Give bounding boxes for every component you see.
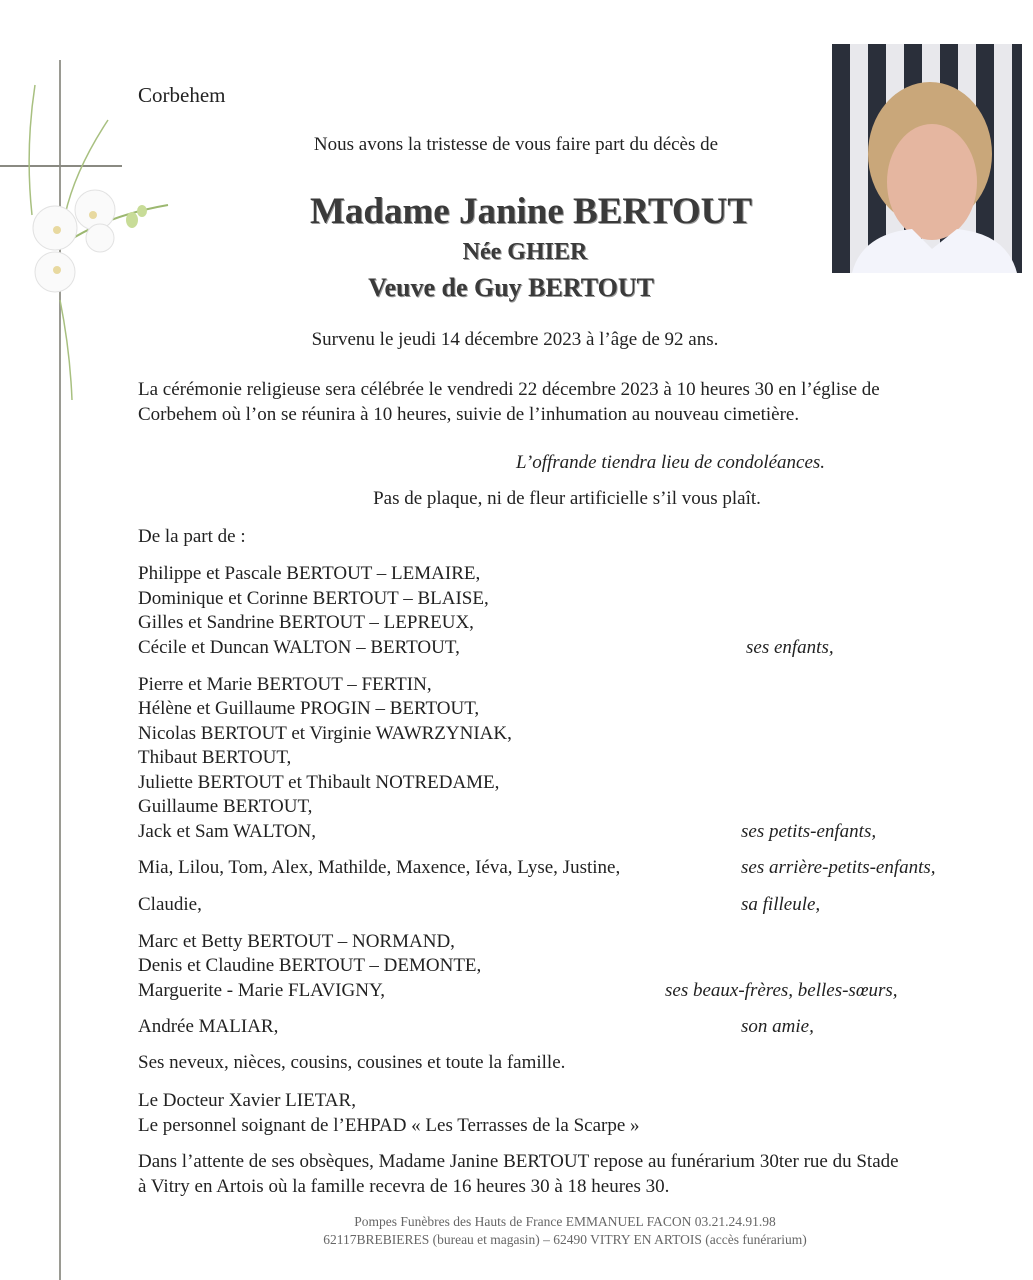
relation: ses arrière-petits-enfants, [741, 857, 936, 878]
relation: ses petits-enfants, [741, 821, 877, 842]
rest-line-1: Dans l’attente de ses obsèques, Madame Janine BERTOUT repose au funérarium 30ter rue du Stade [138, 1151, 899, 1172]
relation: sa filleule, [741, 894, 821, 915]
relation: son amie, [741, 1016, 814, 1037]
family-name: Hélène et Guillaume PROGIN – BERTOUT, [138, 698, 480, 719]
family-name: Jack et Sam WALTON, [138, 821, 317, 842]
no-plaque-note: Pas de plaque, ni de fleur artificielle s’il vous plaît. [373, 488, 761, 509]
family-name: Juliette BERTOUT et Thibault NOTREDAME, [138, 772, 500, 793]
family-name: Andrée MALIAR, [138, 1016, 279, 1037]
relation: ses beaux-frères, belles-sœurs, [665, 980, 898, 1001]
extended-family: Ses neveux, nièces, cousins, cousines et toute la famille. [138, 1052, 566, 1073]
intro-text: Nous avons la tristesse de vous faire part du décès de [313, 134, 719, 155]
family-name: Nicolas BERTOUT et Virginie WAWRZYNIAK, [138, 723, 512, 744]
family-name: Claudie, [138, 894, 202, 915]
widow-of: Veuve de Guy BERTOUT [368, 273, 654, 302]
family-name: Philippe et Pascale BERTOUT – LEMAIRE, [138, 563, 481, 584]
family-name: Guillaume BERTOUT, [138, 796, 313, 817]
family-name: Pierre et Marie BERTOUT – FERTIN, [138, 674, 432, 695]
care-line-2: Le personnel soignant de l’EHPAD « Les Terrasses de la Scarpe » [138, 1115, 640, 1136]
family-name: Thibaut BERTOUT, [138, 747, 292, 768]
from-label: De la part de : [138, 526, 246, 547]
offering-note: L’offrande tiendra lieu de condoléances. [516, 452, 826, 473]
footer-line-1: Pompes Funèbres des Hauts de France EMMANUEL FACON 03.21.24.91.98 [354, 1214, 776, 1229]
family-name: Marc et Betty BERTOUT – NORMAND, [138, 931, 455, 952]
deceased-name: Madame Janine BERTOUT [309, 191, 753, 232]
footer-line-2: 62117BREBIERES (bureau et magasin) – 62490 VITRY EN ARTOIS (accès funérarium) [323, 1232, 807, 1247]
family-name: Gilles et Sandrine BERTOUT – LEPREUX, [138, 612, 474, 633]
family-name: Cécile et Duncan WALTON – BERTOUT, [138, 637, 460, 658]
family-name: Dominique et Corinne BERTOUT – BLAISE, [138, 588, 489, 609]
care-line-1: Le Docteur Xavier LIETAR, [138, 1090, 356, 1111]
town: Corbehem [138, 83, 226, 107]
rest-line-2: à Vitry en Artois où la famille recevra de 16 heures 30 à 18 heures 30. [138, 1176, 670, 1197]
family-name: Mia, Lilou, Tom, Alex, Mathilde, Maxence, Iéva, Lyse, Justine, [138, 857, 621, 878]
portrait-photo [832, 44, 1022, 273]
funeral-home-footer [323, 1213, 807, 1249]
relation: ses enfants, [746, 637, 834, 658]
deceased-date: Survenu le jeudi 14 décembre 2023 à l’âge de 92 ans. [311, 329, 719, 350]
maiden-name: Née GHIER [462, 239, 588, 265]
family-name: Marguerite - Marie FLAVIGNY, [138, 980, 385, 1001]
ceremony-line-2: Corbehem où l’on se réunira à 10 heures, suivie de l’inhumation au nouveau cimetière. [138, 404, 800, 425]
ceremony-line-1: La cérémonie religieuse sera célébrée le vendredi 22 décembre 2023 à 10 heures 30 en l’église de [138, 379, 880, 400]
family-name: Denis et Claudine BERTOUT – DEMONTE, [138, 955, 482, 976]
